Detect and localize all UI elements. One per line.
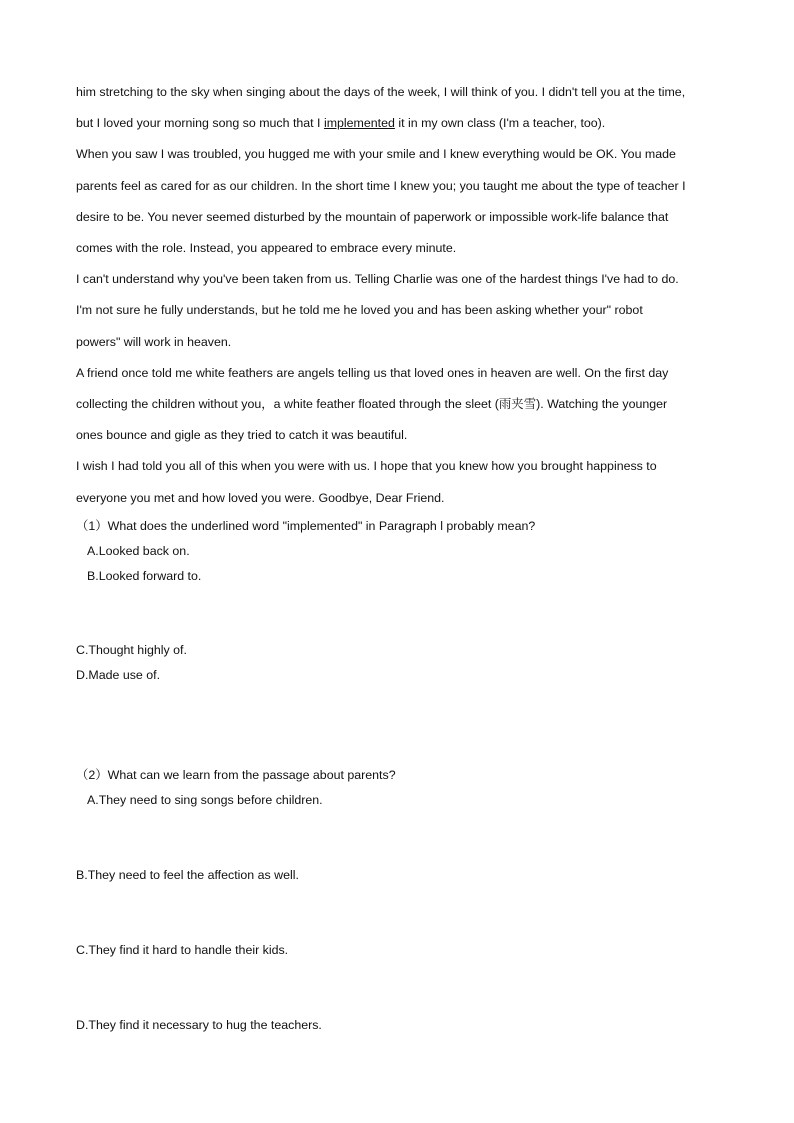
question-1: （1）What does the underlined word "implemented" in Paragraph l probably mean? — [76, 519, 536, 533]
q1-option-d: D.Made use of. — [76, 668, 161, 682]
passage-line: I'm not sure he fully understands, but he told me he loved you and has been asking whether your" robot — [76, 303, 643, 317]
passage-line: everyone you met and how loved you were. Goodbye, Dear Friend. — [76, 491, 445, 505]
q2-option-d: D.They find it necessary to hug the teachers. — [76, 1018, 322, 1032]
q2-option-c: C.They find it hard to handle their kids. — [76, 943, 289, 957]
passage-line: A friend once told me white feathers are angels telling us that loved ones in heaven are well. On the first day — [76, 366, 669, 380]
q1-option-b: B.Looked forward to. — [87, 569, 202, 583]
passage-text: it in my own class (I'm a teacher, too). — [394, 116, 606, 130]
q1-option-c: C.Thought highly of. — [76, 643, 187, 657]
q1-option-a: A.Looked back on. — [87, 544, 190, 558]
underlined-word: implemented — [323, 116, 395, 130]
passage-line: powers" will work in heaven. — [76, 335, 232, 349]
passage-line: When you saw I was troubled, you hugged me with your smile and I knew everything would be OK. You made — [76, 147, 676, 161]
passage-line: desire to be. You never seemed disturbed by the mountain of paperwork or impossible work-life balance that — [76, 210, 669, 224]
passage-line: ones bounce and gigle as they tried to catch it was beautiful. — [76, 428, 408, 442]
q2-option-a: A.They need to sing songs before children. — [87, 793, 323, 807]
passage-line: comes with the role. Instead, you appeared to embrace every minute. — [76, 241, 457, 255]
passage-line: parents feel as cared for as our children. In the short time I knew you; you taught me about the type of teacher I — [76, 179, 686, 193]
passage-line: collecting the children without you，a white feather floated through the sleet (雨夹雪). Watching the younger — [76, 397, 668, 411]
question-2: （2）What can we learn from the passage about parents? — [76, 768, 396, 782]
passage-line: him stretching to the sky when singing about the days of the week, I will think of you. I didn't tell you at the time, — [76, 85, 686, 99]
passage-text: but I loved your morning song so much that I — [76, 116, 324, 130]
passage-line — [76, 115, 605, 131]
passage-line: I wish I had told you all of this when you were with us. I hope that you knew how you brought happiness to — [76, 459, 657, 473]
passage-line: I can't understand why you've been taken from us. Telling Charlie was one of the hardest things I've had to do. — [76, 272, 679, 286]
q2-option-b: B.They need to feel the affection as well. — [76, 868, 299, 882]
